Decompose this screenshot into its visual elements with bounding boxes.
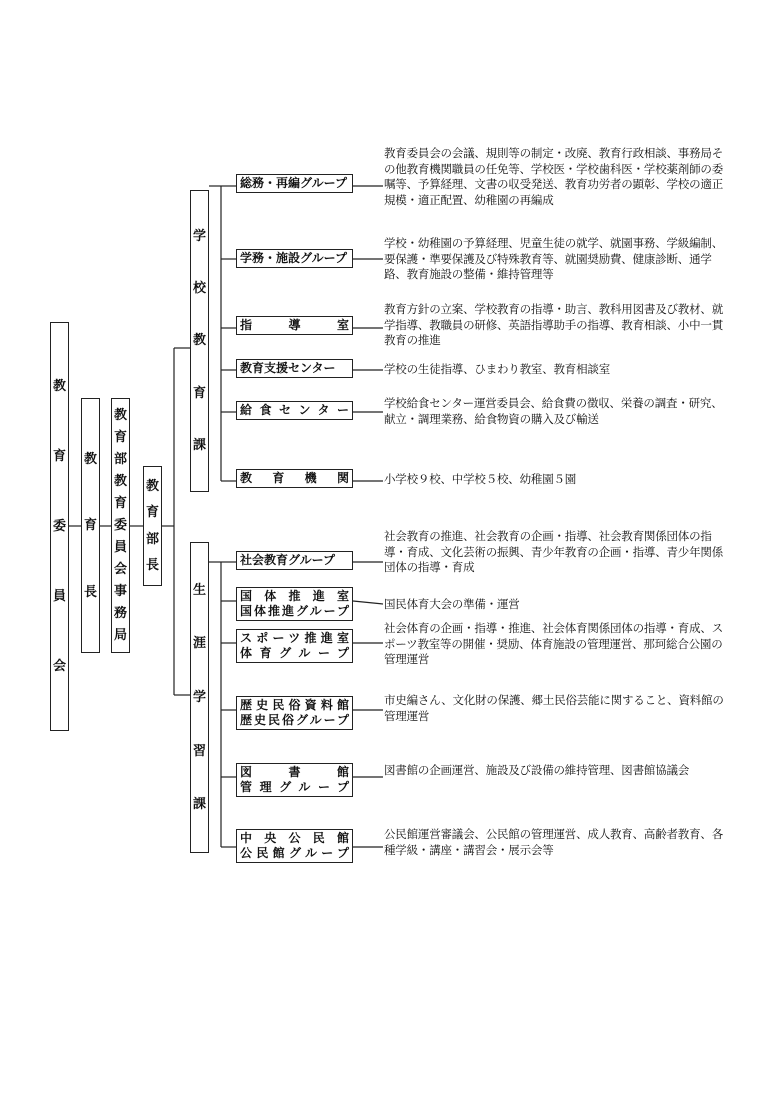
unit-label: 国体推進室 [240,589,349,603]
lifelong-learning-division-box [190,542,209,853]
school-lunch-center-duties: 学校給食センター運営委員会、給食費の徴収、栄養の調査・研究、献立・調理業務、給食物資の購入及び輸送 [384,396,723,426]
unit-label: 国体推進グループ [240,604,349,618]
vertical-label-char: 課 [192,437,206,453]
central-community-hall-box [236,829,353,863]
social-education-group-duties: 社会教育の推進、社会教育の企画・指導、社会教育関係団体の指導・育成、文化芸術の振興、青少年教育の企画・指導、青少年関係団体の指導・育成 [384,529,723,574]
unit-label: スポーツ推進室 [240,631,349,645]
unit-label: 体育グループ [240,646,349,660]
vertical-label-char: 育 [113,430,127,445]
sports-promotion-office-box [236,629,353,663]
vertical-label-char: 課 [192,797,206,813]
vertical-label-char: 長 [145,557,159,573]
unit-label: 指導室 [240,318,349,332]
unit-label: 社会教育グループ [240,553,336,567]
superintendent-box [81,398,100,653]
vertical-label-char: 育 [192,385,206,401]
education-support-center-box [236,359,353,378]
vertical-label-char: 務 [113,606,127,621]
central-community-hall-duties: 公民館運営審議会、公民館の管理運営、成人教育、高齢者教育、各種学級・講座・講習会・展示会等 [384,827,723,857]
vertical-label-char: 学 [192,229,206,245]
vertical-label-char: 育 [113,496,127,511]
unit-label: 給食センター [240,403,349,417]
vertical-label-char: 教 [83,451,97,467]
history-folklore-museum-duties: 市史編さん、文化財の保護、郷土民俗芸能に関すること、資料館の管理運営 [384,693,724,723]
unit-label: 図書館 [240,765,349,779]
vertical-label-char: 習 [192,743,206,759]
unit-label: 歴史民俗資料館 [240,698,349,712]
general-affairs-group-duties: 教育委員会の会議、規則等の制定・改廃、教育行政相談、事務局その他教育機関職員の任免等、学校医・学校歯科医・学校薬剤師の委嘱等、予算経理、文書の収受発送、教育功労者の顕彰、学校の適正規模・適正配置、幼稚園の再編成 [384,146,723,207]
vertical-label-char: 局 [113,628,127,643]
sports-promotion-office-duties: 社会体育の企画・指導・推進、社会体育関係団体の指導・育成、スポーツ教室等の開催・奨励、体育施設の管理運営、那珂総合公園の管理運営 [384,621,723,666]
school-affairs-group-box [236,249,353,268]
connector-line [353,601,383,604]
unit-label: 公民館グループ [240,846,349,860]
unit-label: 総務・再編グループ [240,176,348,190]
vertical-label-char: 学 [192,689,206,705]
unit-label: 教育支援センター [240,361,336,375]
vertical-label-char: 教 [192,333,206,349]
director-box [143,466,162,586]
vertical-label-char: 育 [145,505,159,521]
library-box [236,763,353,797]
education-support-center-duties: 学校の生徒指導、ひまわり教室、教育相談室 [384,362,610,376]
unit-label: 学務・施設グループ [240,251,348,265]
history-folklore-museum-box [236,696,353,730]
vertical-label-char: 会 [113,562,127,577]
vertical-label-char: 教 [113,408,127,423]
vertical-label-char: 校 [192,281,206,297]
unit-label: 歴史民俗グループ [240,713,349,727]
unit-label: 管理グループ [240,780,349,794]
library-duties: 図書館の企画運営、施設及び設備の維持管理、図書館協議会 [384,763,690,777]
vertical-label-char: 委 [52,519,66,534]
vertical-label-char: 涯 [192,636,206,652]
educational-institutions-duties: 小学校９校、中学校５校、幼稚園５園 [384,472,577,486]
unit-label: 教育機関 [240,471,349,485]
school-affairs-group-duties: 学校・幼稚園の予算経理、児童生徒の就学、就園事務、学級編制、要保護・準要保護及び特殊教育等、就園奨励費、健康診断、通学路、教育施設の整備・維持管理等 [384,236,723,281]
vertical-label-char: 育 [52,449,66,464]
educational-institutions-box [236,469,353,488]
vertical-label-char: 部 [145,531,159,547]
vertical-label-char: 員 [113,540,127,555]
school-education-division-box [190,190,209,492]
national-sports-festival-office-duties: 国民体育大会の準備・運営 [384,597,520,611]
guidance-office-duties: 教育方針の立案、学校教育の指導・助言、教科用図書及び教材、就学指導、教職員の研修、英語指導助手の指導、教育相談、小中一貫教育の推進 [384,302,723,347]
vertical-label-char: 育 [83,518,97,533]
board-of-education-box [50,322,69,731]
vertical-label-char: 教 [145,479,159,495]
vertical-label-char: 教 [52,379,66,394]
vertical-label-char: 教 [113,474,127,489]
vertical-label-char: 員 [52,589,66,604]
vertical-label-char: 部 [113,452,127,467]
vertical-label-char: 事 [113,584,127,599]
national-sports-festival-office-box [236,587,353,621]
school-lunch-center-box [236,401,353,420]
general-affairs-group-box [236,174,353,193]
vertical-label-char: 委 [113,518,127,533]
unit-label: 中央公民館 [240,831,349,845]
vertical-label-char: 長 [83,584,97,600]
vertical-label-char: 会 [52,659,66,674]
guidance-office-box [236,316,353,335]
social-education-group-box [236,551,353,570]
secretariat-box [111,398,130,653]
vertical-label-char: 生 [192,582,206,598]
